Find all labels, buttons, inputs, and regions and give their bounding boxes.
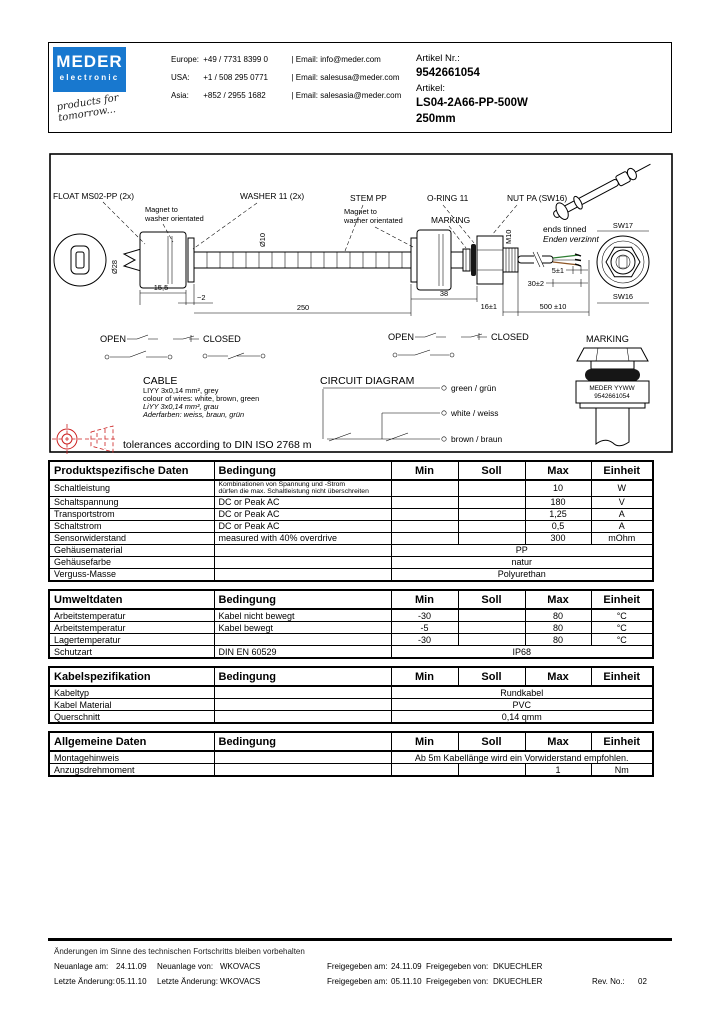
max-cell: 80 (525, 609, 591, 622)
cable-spec-de: LiYY 3x0,14 mm², grau (143, 402, 219, 411)
table-row (49, 496, 653, 508)
param-cell: Arbeitstemperatur (49, 609, 214, 622)
bedingung-cell (214, 764, 391, 777)
column-header: Soll (458, 667, 525, 686)
approved-by: DKUECHLER (493, 962, 543, 971)
approved-by-label: Freigegeben von: (426, 962, 489, 971)
header-row (49, 732, 653, 751)
table-kabelspezifikation (48, 666, 652, 724)
marking-callout: MARKING (431, 215, 471, 225)
released-date: 05.11.10 (391, 977, 422, 986)
param-cell: Kabeltyp (49, 686, 214, 699)
max-cell: 80 (525, 622, 591, 634)
table-row (49, 751, 653, 764)
article-label: Artikel: (416, 83, 446, 94)
contact-europe (171, 55, 451, 64)
soll-cell (458, 609, 525, 622)
dim-float-length: 15,5 (153, 283, 169, 292)
bedingung-cell: measured with 40% overdrive (214, 532, 391, 544)
marking-view-title: MARKING (586, 334, 629, 344)
column-header: Soll (458, 590, 525, 609)
column-header: Bedingung (214, 461, 391, 480)
modified-date: 05.11.10 (116, 977, 147, 986)
dim-thread-length: 16±1 (480, 302, 497, 311)
table-row (49, 544, 653, 556)
dim-float-dia: Ø28 (110, 260, 119, 274)
released-by-label: Freigegeben von: (426, 977, 489, 986)
max-cell: 180 (525, 496, 591, 508)
bedingung-cell (214, 544, 391, 556)
magnet-left-label: Magnet to (145, 205, 178, 214)
max-cell: 1,25 (525, 508, 591, 520)
reed-symbol-open (105, 351, 172, 359)
table-row (49, 634, 653, 646)
column-header: Einheit (591, 590, 653, 609)
tolerance-note: tolerances according to DIN ISO 2768 m (123, 439, 312, 451)
wire-green-label: green / grün (451, 383, 497, 393)
column-header: Max (525, 667, 591, 686)
svg-text:CLOSED: CLOSED (491, 332, 529, 342)
soll-cell (458, 496, 525, 508)
marking-text-line1: MEDER YYWW (589, 385, 635, 392)
min-cell: -5 (391, 622, 458, 634)
projection-symbol (52, 424, 117, 454)
span-value-cell: Rundkabel (391, 686, 653, 699)
article-number-label: Artikel Nr.: (416, 53, 460, 64)
column-header: Einheit (591, 461, 653, 480)
column-header: Bedingung (214, 732, 391, 751)
svg-text:colour of wires: white, brown,: colour of wires: white, brown, green (143, 394, 260, 403)
float-label: FLOAT MS02-PP (2x) (53, 191, 134, 201)
reed-symbol-closed (203, 353, 265, 359)
email-address: | Email: info@meder.com (291, 55, 381, 64)
contact-asia (171, 91, 451, 100)
logo-text: MEDER (56, 52, 123, 71)
bedingung-cell: Kabel bewegt (214, 622, 391, 634)
einheit-cell: °C (591, 634, 653, 646)
param-cell: Schaltspannung (49, 496, 214, 508)
max-cell: 0,5 (525, 520, 591, 532)
table-title: Kabelspezifikation (49, 667, 214, 686)
table-row (49, 686, 653, 699)
technical-drawing (45, 152, 675, 455)
bedingung-cell: DC or Peak AC (214, 496, 391, 508)
article-info (416, 53, 528, 127)
min-cell (391, 480, 458, 496)
svg-text:OPEN: OPEN (388, 332, 415, 342)
column-header: Max (525, 461, 591, 480)
spec-table (48, 589, 654, 659)
contact-usa (171, 73, 451, 82)
param-cell: Arbeitstemperatur (49, 622, 214, 634)
meder-logo (53, 47, 126, 92)
param-cell: Sensorwiderstand (49, 532, 214, 544)
change-note: Änderungen im Sinne des technischen Fortschritts bleiben vorbehalten (54, 947, 305, 956)
einheit-cell: °C (591, 609, 653, 622)
region-label: Europe: (171, 55, 200, 64)
table-allgemeine-daten (48, 731, 652, 777)
column-header: Einheit (591, 732, 653, 751)
circuit-diagram-title: CIRCUIT DIAGRAM (320, 375, 415, 387)
max-cell: 1 (525, 764, 591, 777)
param-cell: Anzugsdrehmoment (49, 764, 214, 777)
dim-thread: M10 (504, 229, 513, 244)
min-cell (391, 532, 458, 544)
nut (477, 236, 503, 284)
table-row (49, 699, 653, 711)
einheit-cell: A (591, 508, 653, 520)
slogan: products for tomorrow... (55, 92, 120, 125)
max-cell: 80 (525, 634, 591, 646)
ends-tinned-label: ends tinned (543, 224, 587, 234)
float-end-view (54, 234, 106, 286)
dim-stem-length: 250 (296, 303, 310, 312)
modified-by: WKOVACS (220, 977, 261, 986)
min-cell: -30 (391, 609, 458, 622)
dim-nut-section: 38 (439, 289, 449, 298)
min-cell (391, 508, 458, 520)
span-value-cell: Polyurethan (391, 568, 653, 581)
einheit-cell: °C (591, 622, 653, 634)
span-value-cell: natur (391, 556, 653, 568)
logo-subtext: electronic (59, 73, 120, 82)
table-row (49, 568, 653, 581)
einheit-cell: V (591, 496, 653, 508)
svg-text:washer orientated: washer orientated (145, 214, 204, 223)
footer-divider (48, 938, 672, 941)
email-address: | Email: salesusa@meder.com (291, 73, 400, 82)
created-date: 24.11.09 (116, 962, 147, 971)
bedingung-cell (214, 556, 391, 568)
table-row (49, 609, 653, 622)
param-cell: Gehäusematerial (49, 544, 214, 556)
article-name: LS04-2A66-PP-500W (416, 97, 528, 109)
article-length: 250mm (416, 113, 456, 125)
spec-table (48, 731, 654, 777)
soll-cell (458, 622, 525, 634)
created-date-label: Neuanlage am: (54, 962, 109, 971)
soll-cell (458, 520, 525, 532)
einheit-cell: mOhm (591, 532, 653, 544)
table-row (49, 556, 653, 568)
header-row (49, 590, 653, 609)
bedingung-cell (214, 634, 391, 646)
column-header: Max (525, 590, 591, 609)
stem-label: STEM PP (350, 193, 387, 203)
table-title: Umweltdaten (49, 590, 214, 609)
dim-cable-length: 500 ±10 (539, 302, 567, 311)
param-cell: Schaltstrom (49, 520, 214, 532)
table-umweltdaten (48, 589, 652, 659)
table-row (49, 480, 653, 496)
thread (503, 248, 518, 272)
nut-cross-section (597, 236, 649, 288)
einheit-cell: W (591, 480, 653, 496)
technical-drawing-box (45, 152, 675, 455)
spec-table (48, 666, 654, 724)
param-cell: Kabel Material (49, 699, 214, 711)
modified-date-label: Letzte Änderung: (54, 977, 115, 986)
phone-number: +49 / 7731 8399 0 (203, 55, 268, 64)
wire-white-label: white / weiss (451, 408, 499, 418)
svg-text:washer orientated: washer orientated (344, 216, 403, 225)
param-cell: Querschnitt (49, 711, 214, 724)
bedingung-cell: DC or Peak AC (214, 508, 391, 520)
column-header: Max (525, 732, 591, 751)
min-cell (391, 520, 458, 532)
nut-label: NUT PA (SW16) (507, 193, 568, 203)
table-row (49, 532, 653, 544)
param-cell: Gehäusefarbe (49, 556, 214, 568)
span-value-cell: PVC (391, 699, 653, 711)
approved-date: 24.11.09 (391, 962, 422, 971)
einheit-cell: Nm (591, 764, 653, 777)
dim-tin-length: 5±1 (551, 266, 564, 275)
table-row (49, 520, 653, 532)
span-value-cell: Ab 5m Kabellänge wird ein Vorwiderstand empfohlen. (391, 751, 653, 764)
dim-gap: ~2 (197, 293, 206, 302)
bedingung-cell: DC or Peak AC (214, 520, 391, 532)
approved-date-label: Freigegeben am: (327, 962, 388, 971)
param-cell: Schaltleistung (49, 480, 214, 496)
soll-cell (458, 508, 525, 520)
isometric-view (550, 156, 655, 223)
param-cell: Verguss-Masse (49, 568, 214, 581)
table-row (49, 646, 653, 659)
span-value-cell: 0,14 qmm (391, 711, 653, 724)
soll-cell (458, 480, 525, 496)
o-ring-label: O-RING 11 (427, 193, 469, 203)
column-header: Min (391, 461, 458, 480)
param-cell: Lagertemperatur (49, 634, 214, 646)
created-by-label: Neuanlage von: (157, 962, 214, 971)
wire-brown-label: brown / braun (451, 434, 503, 444)
table-produktspezifische-daten (48, 460, 652, 582)
marking-text-line2: 9542661054 (594, 393, 630, 400)
bedingung-cell (214, 711, 391, 724)
table-row (49, 764, 653, 777)
max-cell: 10 (525, 480, 591, 496)
svg-text:Aderfarben: weiss, braun, grün: Aderfarben: weiss, braun, grün (143, 410, 245, 419)
article-number: 9542661054 (416, 67, 480, 79)
released-by: DKUECHLER (493, 977, 543, 986)
column-header: Einheit (591, 667, 653, 686)
modified-by-label: Letzte Änderung: (157, 977, 218, 986)
header (48, 42, 672, 133)
revision-number: 02 (638, 977, 647, 986)
created-by: WKOVACS (220, 962, 261, 971)
param-cell: Transportstrom (49, 508, 214, 520)
span-value-cell: IP68 (391, 646, 653, 659)
soll-cell (458, 764, 525, 777)
o-ring (471, 244, 476, 276)
table-row (49, 622, 653, 634)
span-value-cell: PP (391, 544, 653, 556)
dim-stem-dia: Ø10 (258, 233, 267, 247)
dim-strip-length: 30±2 (527, 279, 544, 288)
cable-spec-en: LIYY 3x0,14 mm², grey (143, 386, 219, 395)
bedingung-cell: Kombinationen von Spannung und -Strom dürfen die max. Schaltleistung nicht überschreiten (214, 480, 391, 496)
min-cell: -30 (391, 634, 458, 646)
param-cell: Montagehinweis (49, 751, 214, 764)
bedingung-cell: DIN EN 60529 (214, 646, 391, 659)
svg-text:Enden verzinnt: Enden verzinnt (543, 234, 599, 244)
column-header: Min (391, 590, 458, 609)
soll-cell (458, 532, 525, 544)
region-label: Asia: (171, 91, 189, 100)
bedingung-cell (214, 699, 391, 711)
cable-title: CABLE (143, 375, 178, 387)
min-cell (391, 496, 458, 508)
table-title: Allgemeine Daten (49, 732, 214, 751)
param-cell: Schutzart (49, 646, 214, 659)
header-row (49, 461, 653, 480)
open-label: OPEN (100, 334, 127, 344)
dim-sw17: SW17 (612, 221, 634, 230)
column-header: Soll (458, 461, 525, 480)
closed-label: CLOSED (203, 334, 241, 344)
column-header: Bedingung (214, 667, 391, 686)
released-date-label: Freigegeben am: (327, 977, 388, 986)
phone-number: +1 / 508 295 0771 (203, 73, 268, 82)
column-header: Bedingung (214, 590, 391, 609)
header-row (49, 667, 653, 686)
column-header: Soll (458, 732, 525, 751)
bedingung-cell (214, 568, 391, 581)
dim-sw16: SW16 (612, 292, 634, 301)
table-title: Produktspezifische Daten (49, 461, 214, 480)
column-header: Min (391, 732, 458, 751)
bedingung-cell (214, 686, 391, 699)
soll-cell (458, 634, 525, 646)
min-cell (391, 764, 458, 777)
magnet-right-label: Magnet to (344, 207, 377, 216)
column-header: Min (391, 667, 458, 686)
max-cell: 300 (525, 532, 591, 544)
revision-label: Rev. No.: (592, 977, 625, 986)
phone-number: +852 / 2955 1682 (203, 91, 266, 100)
washer-label: WASHER 11 (2x) (240, 191, 305, 201)
bedingung-cell: Kabel nicht bewegt (214, 609, 391, 622)
reed-symbol-open-right (393, 350, 454, 357)
spec-table (48, 460, 654, 582)
email-address: | Email: salesasia@meder.com (291, 91, 402, 100)
circuit-diagram (323, 386, 446, 441)
einheit-cell: A (591, 520, 653, 532)
bedingung-cell (214, 751, 391, 764)
table-row (49, 508, 653, 520)
region-label: USA: (171, 73, 190, 82)
table-row (49, 711, 653, 724)
